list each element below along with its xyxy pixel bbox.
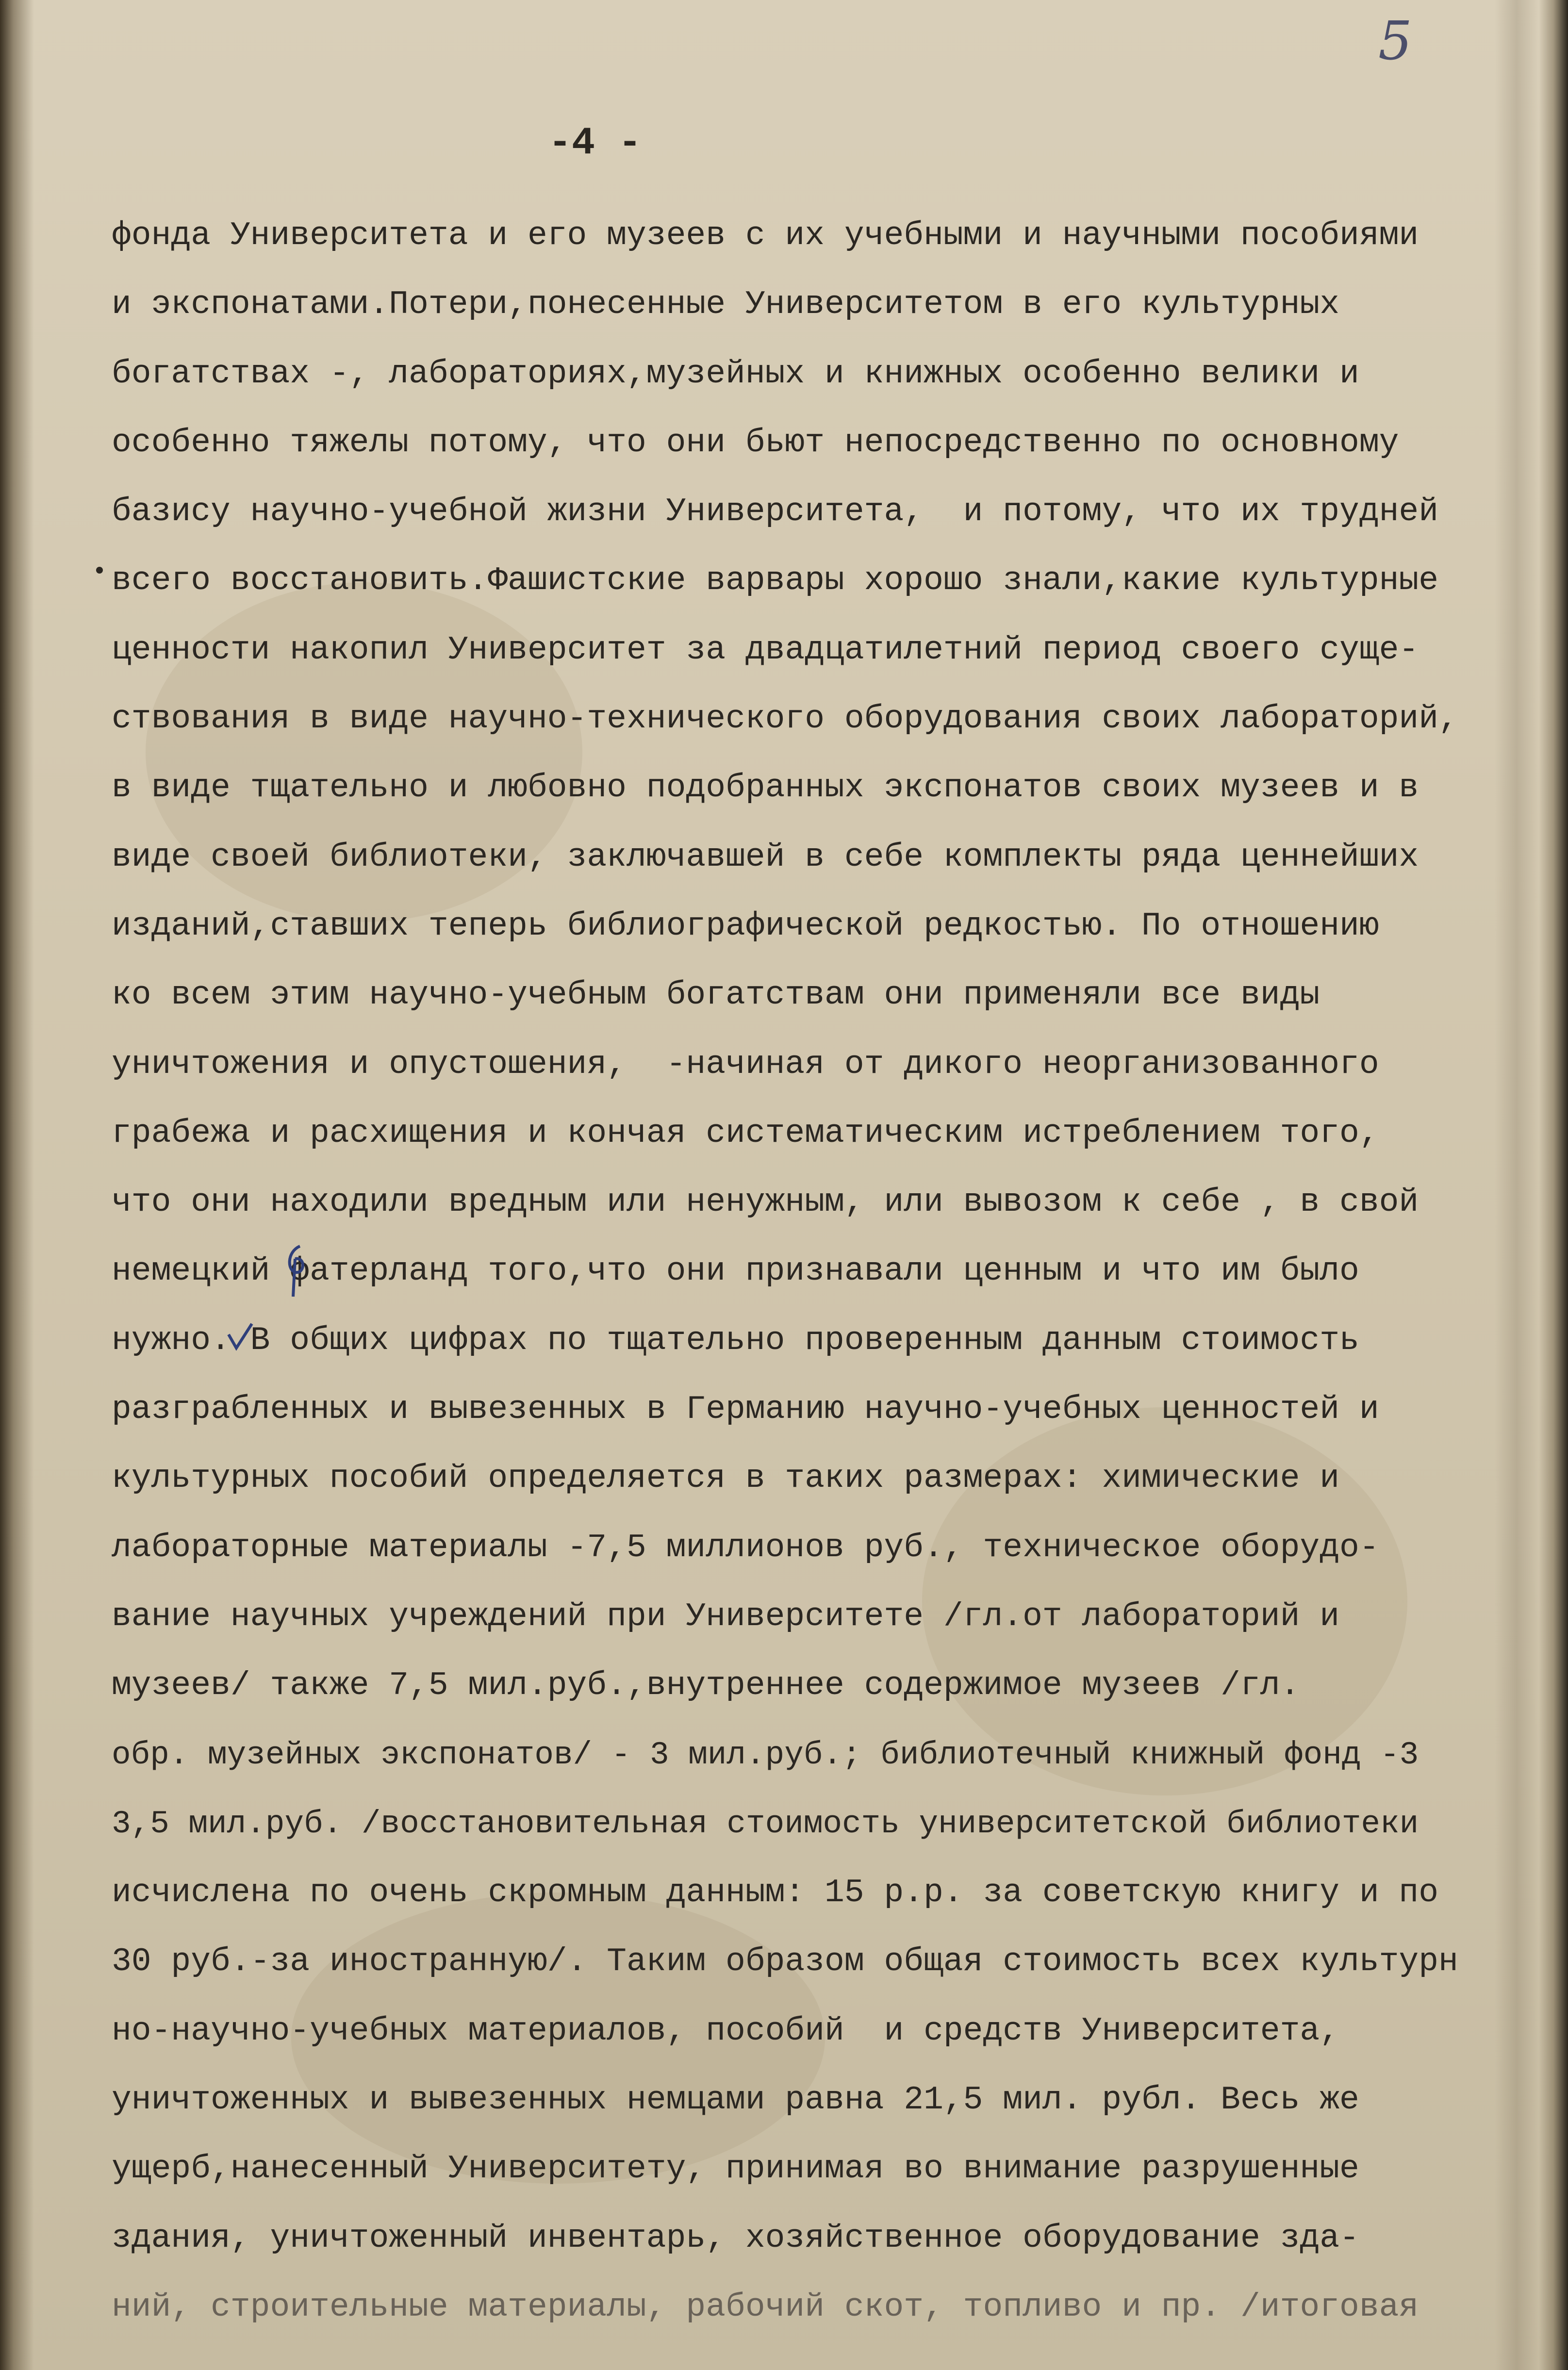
text-line: фонда Университета и его музеев с их учебными и научными пособиями xyxy=(112,217,1419,254)
text-line: что они находили вредным или ненужным, или вывозом к себе , в свой xyxy=(112,1184,1419,1221)
text-line: виде своей библиотеки, заключавшей в себе комплекты ряда ценнейших xyxy=(112,838,1419,876)
right-page-edge xyxy=(1539,0,1568,2370)
text-line: особенно тяжелы потому, что они бьют непосредственно по основному xyxy=(112,424,1399,461)
text-line: 3,5 мил.руб. /восстановительная стоимость университетской библиотеки xyxy=(112,1805,1419,1842)
text-line: но-научно-учебных материалов, пособий и средств Университета, xyxy=(112,2012,1340,2050)
typed-body-text xyxy=(112,201,1538,2342)
text-line: грабежа и расхищения и кончая систематическим истреблением того, xyxy=(112,1114,1379,1152)
text-line: культурных пособий определяется в таких размерах: химические и xyxy=(112,1460,1340,1498)
text-line: ущерб,нанесенный Университету, принимая во внимание разрушенные xyxy=(112,2150,1359,2188)
text-line: ко всем этим научно-учебным богатствам они применяли все виды xyxy=(112,976,1320,1014)
ink-dot-mark xyxy=(92,563,107,577)
text-line: здания, уничтоженный инвентарь, хозяйственное оборудование зда- xyxy=(112,2219,1359,2257)
page-number: -4 - xyxy=(548,121,642,165)
text-line: 30 руб.-за иностранную/. Таким образом общая стоимость всех культурн xyxy=(112,1943,1458,1981)
text-line: лабораторные материалы -7,5 миллионов руб., техническое оборудо- xyxy=(112,1529,1379,1566)
text-line: уничтожения и опустошения, -начиная от дикого неорганизованного xyxy=(112,1045,1379,1083)
text-line: базису научно-учебной жизни Университета, и потому, что их трудней xyxy=(112,493,1439,531)
handwritten-page-number: 5 xyxy=(1378,10,1412,72)
text-line: и экспонатами.Потери,понесенные Университетом в его культурных xyxy=(112,286,1340,324)
text-line: в виде тщательно и любовно подобранных экспонатов своих музеев и в xyxy=(112,769,1419,807)
ink-check-mark xyxy=(226,1320,255,1354)
text-line: исчислена по очень скромным данным: 15 р.р. за советскую книгу и по xyxy=(112,1874,1439,1912)
text-line: всего восстановить.Фашистские варвары хорошо знали,какие культурные xyxy=(112,562,1439,600)
text-line: ценности накопил Университет за двадцатилетний период своего суще- xyxy=(112,631,1419,669)
text-line: богатствах -, лабораториях,музейных и книжных особенно велики и xyxy=(112,355,1359,393)
text-line: разграбленных и вывезенных в Германию научно-учебных ценностей и xyxy=(112,1391,1379,1429)
text-line: немецкий фатерланд того,что они признавали ценным и что им было xyxy=(112,1252,1359,1290)
text-line: изданий,ставших теперь библиографической редкостью. По отношению xyxy=(112,907,1379,945)
text-line: ствования в виде научно-технического оборудования своих лабораторий, xyxy=(112,700,1458,738)
ink-correction-mark xyxy=(281,1242,311,1300)
text-line: ний, строительные материалы, рабочий скот, топливо и пр. /итоговая xyxy=(112,2288,1419,2326)
text-line: обр. музейных экспонатов/ - 3 мил.руб.; библиотечный книжный фонд -3 xyxy=(112,1736,1419,1773)
left-page-edge xyxy=(0,0,34,2370)
text-line: нужно. В общих цифрах по тщательно проверенным данным стоимость xyxy=(112,1321,1359,1359)
text-line: вание научных учреждений при Университете /гл.от лабораторий и xyxy=(112,1597,1340,1635)
text-line: уничтоженных и вывезенных немцами равна 21,5 мил. рубл. Весь же xyxy=(112,2081,1359,2119)
text-line: музеев/ также 7,5 мил.руб.,внутреннее содержимое музеев /гл. xyxy=(112,1667,1300,1705)
